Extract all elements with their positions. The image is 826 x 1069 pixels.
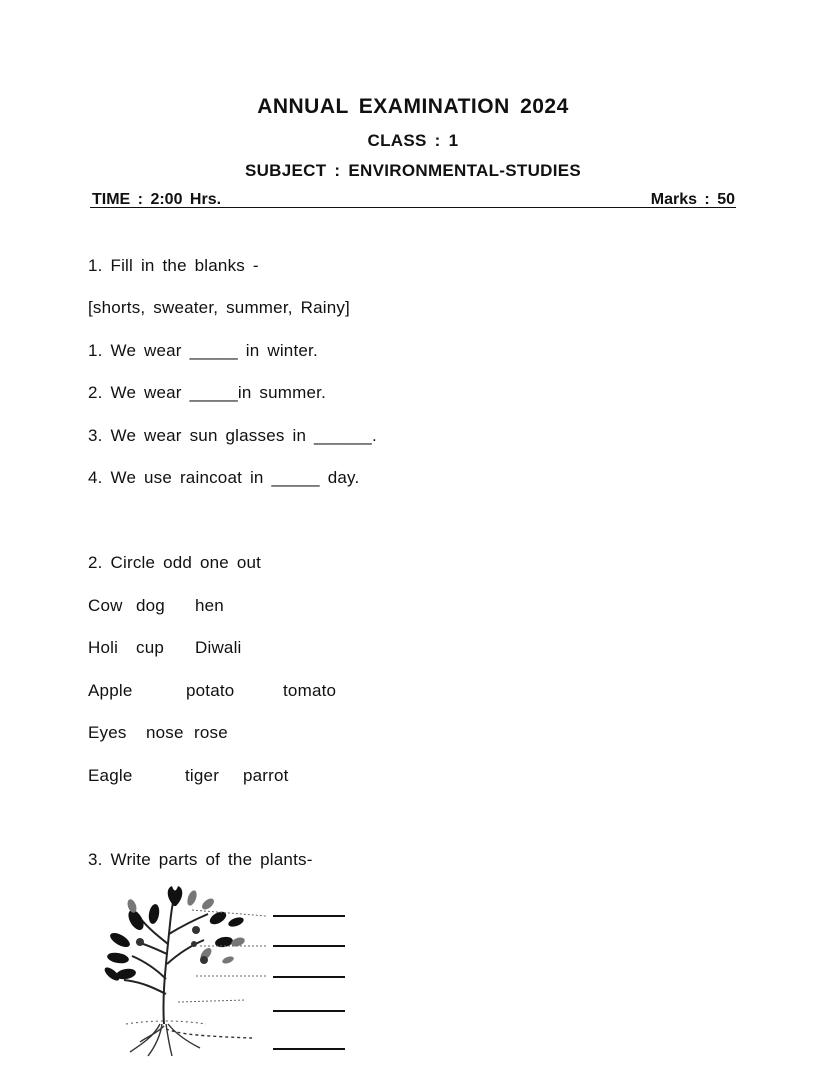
q2-word: Eagle bbox=[88, 766, 133, 785]
class-label: CLASS : 1 bbox=[367, 131, 459, 150]
plant-diagram-icon bbox=[96, 884, 271, 1059]
q1-item: 3. We wear sun glasses in ______. bbox=[88, 426, 377, 445]
q2-word: tomato bbox=[283, 681, 337, 700]
q1-item: 2. We wear _____in summer. bbox=[88, 383, 326, 402]
q2-word: cup bbox=[136, 638, 165, 657]
q1-heading: 1. Fill in the blanks - bbox=[88, 256, 259, 275]
answer-line[interactable] bbox=[273, 1010, 345, 1012]
q2-word: potato bbox=[186, 681, 235, 700]
time-label: TIME : 2:00 Hrs. bbox=[92, 191, 222, 208]
q2-word: Cow bbox=[88, 596, 123, 615]
q1-item: 4. We use raincoat in _____ day. bbox=[88, 468, 360, 487]
q2-word: Apple bbox=[88, 681, 133, 700]
answer-line[interactable] bbox=[273, 1048, 345, 1050]
q3-heading: 3. Write parts of the plants- bbox=[88, 850, 313, 869]
q2-heading: 2. Circle odd one out bbox=[88, 553, 262, 572]
q2-word: Holi bbox=[88, 638, 119, 657]
answer-line[interactable] bbox=[273, 915, 345, 917]
answer-line[interactable] bbox=[273, 945, 345, 947]
q2-word: Diwali bbox=[195, 638, 242, 657]
header-rule bbox=[90, 207, 736, 208]
q2-word: parrot bbox=[243, 766, 289, 785]
answer-line[interactable] bbox=[273, 976, 345, 978]
q2-word: dog bbox=[136, 596, 165, 615]
q1-word-bank: [shorts, sweater, summer, Rainy] bbox=[88, 298, 350, 317]
q2-word: hen bbox=[195, 596, 224, 615]
q2-word: tiger bbox=[185, 766, 220, 785]
q2-word: Eyes bbox=[88, 723, 127, 742]
exam-title: ANNUAL EXAMINATION 2024 bbox=[257, 95, 569, 118]
q1-item: 1. We wear _____ in winter. bbox=[88, 341, 318, 360]
subject-label: SUBJECT : ENVIRONMENTAL-STUDIES bbox=[244, 161, 582, 180]
marks-label: Marks : 50 bbox=[650, 191, 735, 208]
q2-word: nose bbox=[146, 723, 184, 742]
q2-word: rose bbox=[194, 723, 228, 742]
